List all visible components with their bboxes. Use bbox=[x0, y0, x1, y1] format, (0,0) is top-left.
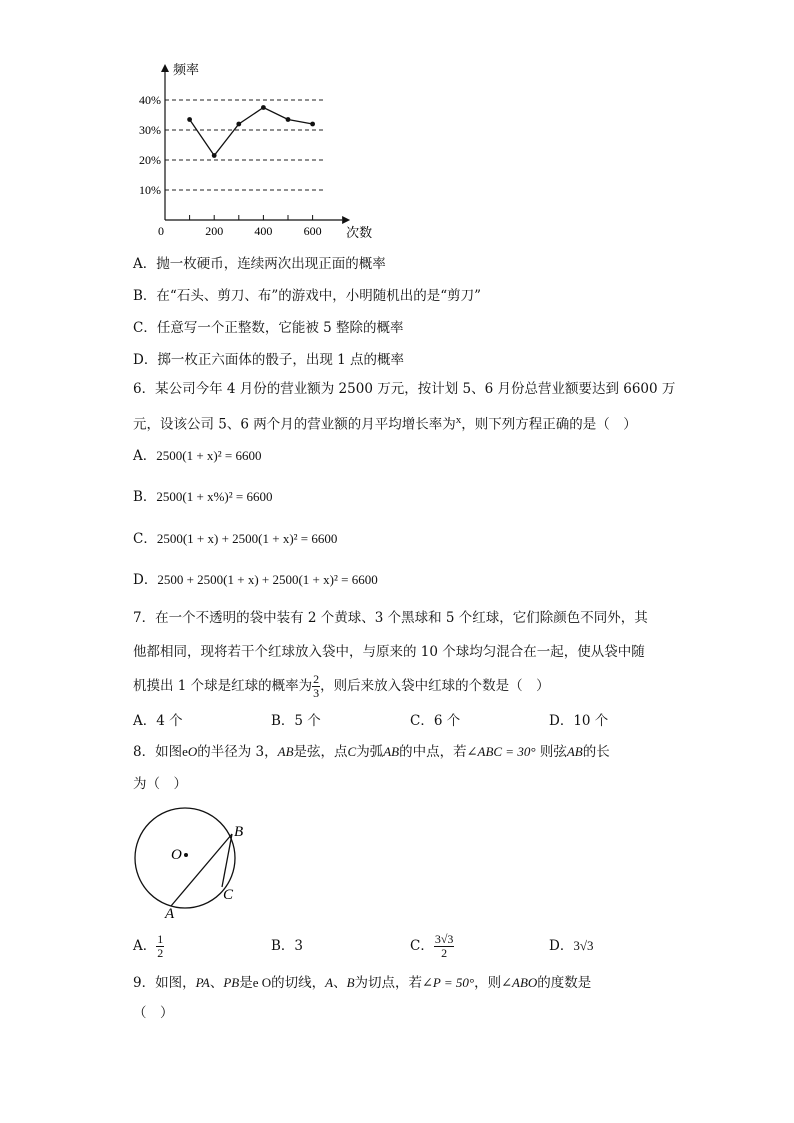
q5-option-c: C．任意写一个正整数，它能被 5 整除的概率 bbox=[133, 320, 404, 336]
data-point bbox=[187, 117, 192, 122]
q5-option-d: D．掷一枚正六面体的骰子，出现 1 点的概率 bbox=[133, 352, 404, 368]
q7-line2: 他都相同，现将若干个红球放入袋中，与原来的 10 个球均匀混合在一起，使从袋中随 bbox=[133, 644, 645, 660]
q9-pa: PA bbox=[195, 975, 210, 990]
data-point bbox=[286, 117, 291, 122]
q9-circle-o: e O bbox=[252, 975, 272, 990]
q8-text-f: 则弦 bbox=[535, 744, 567, 760]
q7-line1: 7．在一个不透明的袋中装有 2 个黄球、3 个黑球和 5 个红球，它们除颜色不同外，其 bbox=[133, 610, 648, 626]
q6-option-c bbox=[133, 529, 337, 549]
q9-line1 bbox=[133, 973, 591, 993]
q9-pb: PB bbox=[223, 975, 240, 990]
x-tick-label: 0 bbox=[158, 224, 164, 238]
q7-fraction bbox=[312, 673, 320, 700]
q6-a-equation: 2500(1 + x)² = 6600 bbox=[156, 448, 262, 463]
q6-stem-line2 bbox=[133, 410, 637, 435]
q8-center-dot bbox=[184, 853, 188, 857]
q9-point-b: B bbox=[346, 975, 355, 990]
q8-a-label: A． bbox=[133, 938, 157, 954]
q9-text-b: 是 bbox=[239, 975, 253, 991]
q8-line2: 为（ ） bbox=[133, 776, 187, 792]
q8-a-den: 2 bbox=[157, 946, 164, 960]
q8-c-num: 3√3 bbox=[434, 932, 454, 946]
q6-option-b bbox=[133, 487, 272, 507]
x-tick-label: 400 bbox=[254, 224, 273, 238]
data-point bbox=[212, 153, 217, 158]
q8-circle-symbol: e bbox=[182, 744, 188, 759]
q8-text-e: 的中点，若 bbox=[399, 744, 467, 760]
x-tick-label: 200 bbox=[205, 224, 224, 238]
q6-b-label: B． bbox=[133, 489, 157, 505]
q8-option-b: B．3 bbox=[271, 938, 304, 954]
q9-point-a: A bbox=[325, 975, 334, 990]
q6-b-equation: 2500(1 + x%)² = 6600 bbox=[156, 489, 273, 504]
q8-chord-ab-2: AB bbox=[566, 744, 583, 759]
q8-option-a bbox=[133, 930, 164, 962]
q6-stem-text-b: ，则下列方程正确的是（ ） bbox=[461, 416, 637, 433]
q8-center-o: O bbox=[187, 744, 198, 759]
q8-text-d: 为弧 bbox=[356, 744, 384, 760]
q7-option-b: B．5 个 bbox=[271, 713, 321, 729]
q6-var: x bbox=[455, 414, 462, 426]
q9-sep: 、 bbox=[209, 975, 224, 991]
q8-text-a: 8．如图 bbox=[133, 744, 183, 760]
q6-stem-line1: 6．某公司今年 4 月份的营业额为 2500 万元，按计划 5、6 月份总营业额要达到 6600 万 bbox=[133, 381, 676, 397]
q7-line3 bbox=[133, 672, 550, 700]
q8-fig-label-c: C bbox=[223, 887, 234, 903]
x-tick-label: 600 bbox=[303, 224, 322, 238]
q7-option-d: D．10 个 bbox=[549, 713, 609, 729]
q6-option-a bbox=[133, 446, 261, 466]
q8-d-value: 3√3 bbox=[573, 938, 594, 953]
q6-stem-text-a: 元，设该公司 5、6 两个月的营业额的月平均增长率为 bbox=[133, 416, 456, 433]
q8-chord-ab: AB bbox=[277, 744, 294, 759]
q8-point-c: C bbox=[347, 744, 357, 759]
q9-text-e: ，则 bbox=[474, 975, 502, 991]
q8-a-num: 1 bbox=[157, 932, 164, 946]
q9-text-a: 9．如图， bbox=[133, 975, 196, 991]
q7-line3-text-a: 机摸出 1 个球是红球的概率为 bbox=[133, 678, 313, 694]
q7-frac-den: 3 bbox=[313, 686, 320, 700]
q8-angle: ∠ABC = 30° bbox=[466, 744, 536, 759]
q6-d-equation: 2500 + 2500(1 + x) + 2500(1 + x)² = 6600 bbox=[157, 572, 378, 587]
data-point bbox=[261, 105, 266, 110]
q8-circle-figure bbox=[125, 810, 265, 925]
x-axis-arrow bbox=[342, 216, 350, 224]
q9-angle-abo: ∠ABO bbox=[501, 975, 538, 990]
q8-text-g: 的长 bbox=[582, 744, 610, 760]
q8-fig-label-a: A bbox=[165, 906, 175, 922]
q9-text-d: 为切点，若 bbox=[354, 975, 423, 991]
q6-option-d bbox=[133, 570, 378, 590]
q8-fig-label-b: B bbox=[234, 824, 244, 840]
x-axis-title: 次数 bbox=[346, 225, 373, 240]
q6-c-label: C． bbox=[133, 531, 157, 547]
q6-d-label: D． bbox=[133, 572, 158, 588]
q7-line3-text-b: ，则后来放入袋中红球的个数是（ ） bbox=[320, 678, 550, 694]
q9-text-c: 的切线， bbox=[271, 975, 326, 991]
q9-line2: （ ） bbox=[133, 1005, 174, 1021]
q6-c-equation: 2500(1 + x) + 2500(1 + x)² = 6600 bbox=[156, 531, 338, 546]
q8-line1 bbox=[133, 742, 610, 762]
q8-c-label: C． bbox=[410, 938, 434, 954]
y-tick-label: 30% bbox=[139, 123, 161, 137]
q8-circle bbox=[135, 808, 235, 908]
q9-angle-p: ∠P = 50° bbox=[422, 975, 475, 990]
q9-text-f: 的度数是 bbox=[537, 975, 592, 991]
frequency-line-chart bbox=[120, 60, 373, 240]
q8-c-den: 2 bbox=[441, 946, 448, 960]
y-axis-title: 频率 bbox=[173, 62, 200, 77]
q8-arc-ab: AB bbox=[383, 744, 400, 759]
data-point bbox=[236, 122, 241, 127]
q7-frac-num: 2 bbox=[313, 672, 320, 686]
q7-option-a: A．4 个 bbox=[133, 713, 183, 729]
q8-text-b: 的半径为 3， bbox=[197, 744, 278, 760]
q9-sep-2: 、 bbox=[333, 975, 347, 991]
q8-a-fraction bbox=[156, 933, 164, 960]
data-point bbox=[310, 122, 315, 127]
q7-option-c: C．6 个 bbox=[410, 713, 461, 729]
y-tick-label: 40% bbox=[139, 93, 161, 107]
q8-option-c bbox=[410, 930, 454, 962]
y-axis-arrow bbox=[161, 64, 169, 72]
q5-option-b: B．在“石头、剪刀、布”的游戏中，小明随机出的是“剪刀” bbox=[133, 288, 482, 304]
q6-a-label: A． bbox=[133, 448, 157, 464]
series-line bbox=[190, 108, 313, 156]
q5-option-a: A．抛一枚硬币，连续两次出现正面的概率 bbox=[133, 256, 386, 272]
q8-c-fraction bbox=[434, 933, 455, 960]
q8-fig-label-o: O bbox=[171, 847, 182, 863]
q8-d-label: D． bbox=[549, 938, 574, 954]
y-tick-label: 20% bbox=[139, 153, 161, 167]
y-tick-label: 10% bbox=[139, 183, 161, 197]
q8-text-c: 是弦，点 bbox=[293, 744, 348, 760]
q8-option-d bbox=[549, 936, 593, 956]
